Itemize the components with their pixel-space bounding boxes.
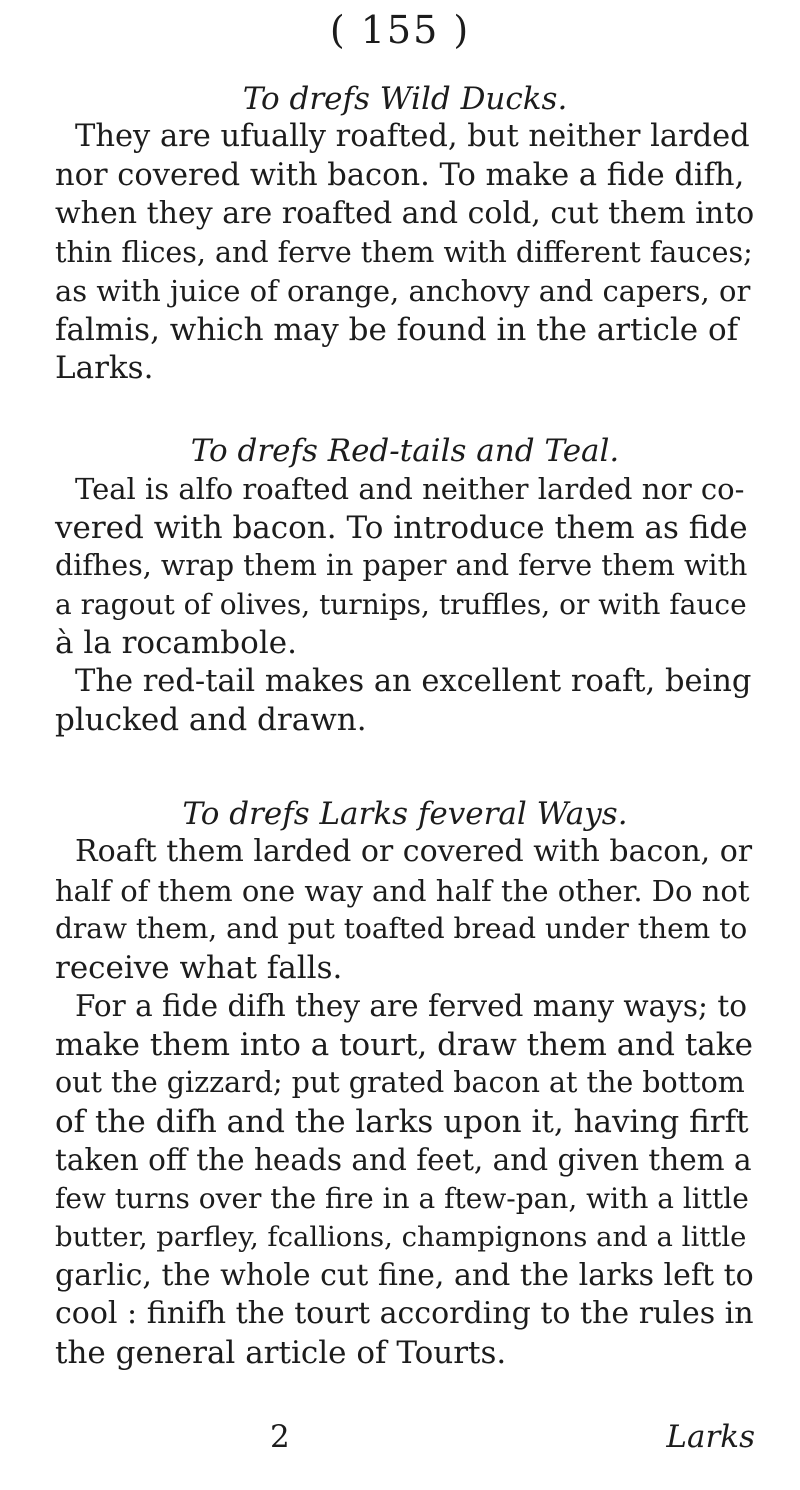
text-line: taken off the heads and feet, and given them a [55, 1143, 752, 1177]
text-line: plucked and drawn. [55, 702, 367, 738]
catchword: Larks [666, 1419, 755, 1455]
text-line: They are ufually roafted, but neither larded [75, 119, 750, 154]
text-line: Larks. [55, 350, 154, 386]
section-heading: To drefs Wild Ducks. [242, 81, 568, 117]
section-heading: To drefs Red-tails and Teal. [190, 433, 620, 469]
text-line: out the gizzard; put grated bacon at the bottom [55, 1066, 745, 1099]
text-line: falmis, which may be found in the article of [55, 311, 739, 348]
text-line: thin flices, and ferve them with different fauces; [55, 235, 753, 269]
text-line: a ragout of olives, turnips, truffles, or with fauce [55, 587, 747, 621]
page-number: ( 155 ) [329, 8, 471, 52]
text-line: vered with bacon. To introduce them as fide [55, 509, 748, 546]
section-red-tails-teal [55, 432, 755, 740]
paragraph [55, 470, 755, 740]
text-line: make them into a tourt, draw them and take [55, 1026, 753, 1063]
text-line: The red-tail makes an excellent roaft, being [75, 663, 752, 699]
text-line: the general article of Tourts. [55, 1334, 507, 1371]
text-line: receive what falls. [55, 949, 343, 986]
paragraph [55, 118, 755, 388]
text-line: as with juice of orange, anchovy and capers, or [55, 274, 751, 308]
text-line: nor covered with bacon. To make a fide difh, [55, 157, 745, 193]
text-line: garlic, the whole cut fine, and the larks left to [55, 1257, 754, 1293]
section-larks [55, 795, 755, 1372]
text-line: difhes, wrap them in paper and ferve them with [55, 549, 748, 582]
text-line: For a fide difh they are ferved many ways; to [75, 989, 747, 1023]
text-line: few turns over the fire in a ftew-pan, with a little [55, 1181, 749, 1215]
paragraph [55, 833, 755, 1372]
text-line: of the difh and the larks upon it, having firft [55, 1103, 749, 1140]
text-line: when they are roafted and cold, cut them into [55, 196, 755, 231]
section-wild-ducks [55, 80, 755, 388]
text-line: half of them one way and half the other. Do not [55, 873, 750, 908]
text-line: à la rocambole. [55, 625, 297, 661]
text-line: Teal is alfo roafted and neither larded nor co- [75, 472, 745, 506]
text-line: butter, parfley, fcallions, champignons and a little [55, 1221, 747, 1253]
text-line: draw them, and put toafted bread under them to [55, 912, 748, 945]
section-heading: To drefs Larks feveral Ways. [182, 796, 628, 832]
signature-mark: 2 [270, 1419, 290, 1455]
text-line: cool : finifh the tourt according to the rules in [55, 1296, 754, 1331]
text-line: Roaft them larded or covered with bacon, or [75, 834, 753, 869]
